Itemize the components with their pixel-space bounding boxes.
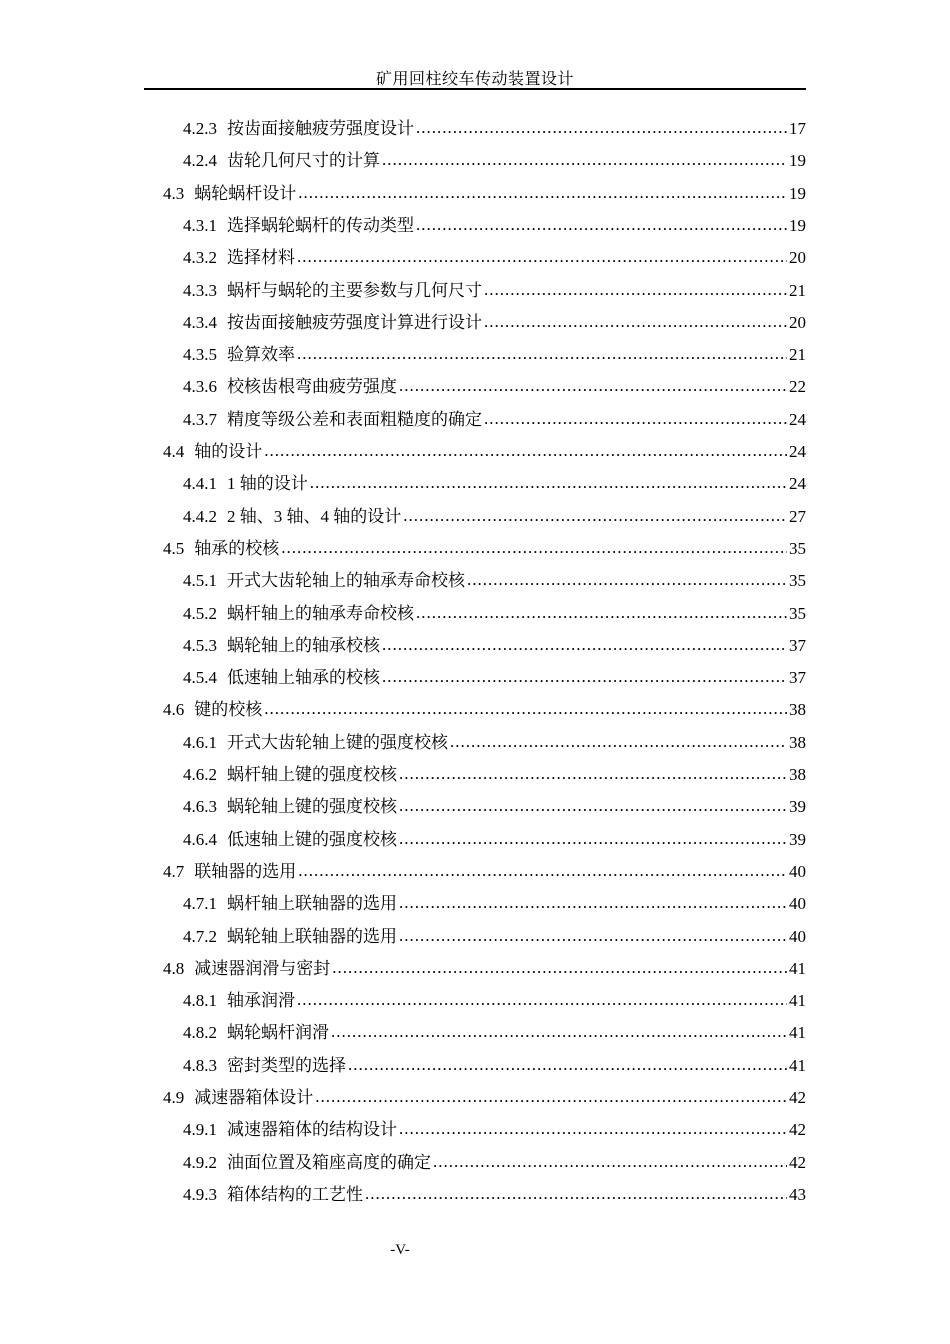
toc-dot-leader [348, 1055, 787, 1075]
toc-entry-number: 4.6 [163, 700, 185, 720]
toc-dot-leader [416, 215, 787, 235]
toc-dot-leader [433, 1152, 787, 1172]
toc-entry-number: 4.5.1 [183, 571, 217, 591]
toc-entry-number: 4.4 [163, 442, 185, 461]
toc-entry-number: 4.3.7 [183, 409, 217, 429]
toc-entry-label: 轴的设计 [194, 442, 263, 461]
toc-entry-page: 38 [789, 732, 806, 752]
toc-dot-leader [399, 829, 787, 849]
toc-entry-number: 4.3.6 [183, 377, 217, 397]
toc-entry-label: 2 轴、3 轴、4 轴的设计 [227, 506, 402, 526]
toc-dot-leader [382, 635, 787, 655]
toc-entry-page: 39 [789, 797, 806, 817]
toc-entry-number: 4.5.2 [183, 603, 217, 623]
toc-entry[interactable] [183, 792, 806, 824]
toc-entry[interactable] [163, 534, 806, 566]
toc-entry[interactable] [183, 372, 806, 404]
toc-entry-page: 40 [789, 894, 806, 914]
toc-entry-number: 4.9 [163, 1088, 185, 1107]
toc-entry-label: 低速轴上轴承的校核 [227, 668, 380, 688]
toc-entry[interactable] [183, 599, 806, 631]
toc-dot-leader [382, 150, 787, 170]
toc-entry-number: 4.3.5 [183, 345, 217, 365]
toc-entry[interactable] [183, 276, 806, 308]
toc-entry-label: 蜗杆轴上联轴器的选用 [227, 894, 397, 914]
toc-entry-number: 4.8.3 [183, 1055, 217, 1075]
toc-entry-label: 联轴器的选用 [194, 861, 297, 881]
toc-dot-leader [281, 538, 787, 558]
toc-entry-label: 蜗杆轴上的轴承寿命校核 [227, 603, 414, 623]
toc-entry-page: 20 [789, 312, 806, 332]
toc-dot-leader [399, 764, 787, 784]
toc-entry-label: 键的校核 [194, 700, 263, 720]
toc-dot-leader [450, 732, 787, 752]
toc-entry-page: 40 [789, 926, 806, 946]
toc-entry-page: 38 [789, 700, 806, 720]
toc-entry-label: 验算效率 [227, 345, 295, 365]
toc-entry-number: 4.6.3 [183, 797, 217, 817]
toc-entry[interactable] [183, 211, 806, 243]
toc-entry-label: 选择材料 [227, 248, 295, 268]
toc-entry[interactable] [183, 566, 806, 598]
toc-entry-label: 蜗轮轴上键的强度校核 [227, 797, 397, 817]
toc-entry-page: 24 [789, 409, 806, 429]
toc-entry-label: 校核齿根弯曲疲劳强度 [227, 377, 397, 397]
toc-entry-page: 38 [789, 765, 806, 784]
toc-dot-leader [297, 990, 787, 1010]
toc-entry-label: 开式大齿轮轴上的轴承寿命校核 [227, 571, 465, 591]
toc-entry-page: 19 [789, 151, 806, 171]
toc-entry-number: 4.7.1 [183, 894, 217, 914]
toc-entry-label: 轴承的校核 [194, 538, 280, 558]
toc-entry-number: 4.8 [163, 958, 185, 978]
toc-dot-leader [399, 1119, 787, 1139]
toc-entry-label: 开式大齿轮轴上键的强度校核 [227, 732, 448, 752]
toc-entry[interactable] [163, 954, 806, 986]
toc-dot-leader [403, 506, 787, 526]
toc-entry-number: 4.6.1 [183, 732, 217, 752]
toc-entry-label: 1 轴的设计 [227, 474, 308, 494]
toc-entry-number: 4.8.2 [183, 1023, 217, 1043]
toc-entry-page: 19 [789, 183, 806, 203]
toc-entry-number: 4.5 [163, 538, 185, 558]
toc-entry-page: 41 [789, 1055, 806, 1075]
toc-entry[interactable] [183, 728, 806, 760]
toc-entry-page: 27 [789, 506, 806, 526]
toc-dot-leader [416, 118, 787, 138]
toc-entry-label: 按齿面接触疲劳强度计算进行设计 [227, 312, 482, 332]
toc-entry-page: 21 [789, 345, 806, 365]
toc-entry-number: 4.6.4 [183, 829, 217, 849]
toc-entry-page: 17 [789, 119, 806, 138]
toc-entry-label: 按齿面接触疲劳强度设计 [227, 119, 414, 138]
toc-dot-leader [399, 893, 787, 913]
toc-entry[interactable] [163, 1083, 806, 1115]
toc-entry-page: 42 [789, 1120, 806, 1140]
toc-entry[interactable] [183, 986, 806, 1018]
toc-entry-page: 35 [789, 571, 806, 591]
toc-entry-number: 4.4.1 [183, 474, 217, 494]
toc-entry[interactable] [183, 340, 806, 372]
toc-entry[interactable] [183, 1148, 806, 1180]
toc-dot-leader [297, 247, 787, 267]
toc-entry[interactable] [183, 663, 806, 695]
toc-entry-number: 4.3 [163, 183, 185, 203]
document-title: 矿用回柱绞车传动装置设计 [375, 71, 574, 88]
toc-entry[interactable] [183, 308, 806, 340]
toc-entry[interactable] [183, 405, 806, 437]
toc-dot-leader [416, 603, 787, 623]
toc-dot-leader [382, 667, 787, 687]
toc-entry-label: 箱体结构的工艺性 [227, 1184, 363, 1204]
toc-entry-number: 4.5.4 [183, 668, 217, 688]
page-number: -V- [390, 1242, 410, 1258]
toc-entry-page: 35 [789, 603, 806, 623]
toc-entry-label: 精度等级公差和表面粗糙度的确定 [227, 409, 482, 429]
toc-entry-page: 43 [789, 1184, 806, 1204]
toc-entry[interactable] [183, 243, 806, 275]
toc-entry-label: 蜗杆与蜗轮的主要参数与几何尺寸 [227, 280, 482, 300]
toc-entry[interactable] [183, 1180, 806, 1212]
toc-entry-label: 蜗轮轴上联轴器的选用 [227, 926, 397, 946]
toc-entry[interactable] [183, 1115, 806, 1147]
toc-entry-page: 41 [789, 1023, 806, 1043]
toc-entry-number: 4.3.4 [183, 312, 217, 332]
toc-entry-label: 蜗轮蜗杆设计 [194, 183, 297, 203]
toc-entry[interactable] [163, 857, 806, 889]
toc-entry[interactable] [183, 631, 806, 663]
header-divider [144, 88, 806, 90]
toc-dot-leader [467, 570, 787, 590]
toc-entry-page: 37 [789, 668, 806, 688]
toc-entry-number: 4.8.1 [183, 991, 217, 1011]
toc-entry-page: 41 [789, 958, 806, 978]
toc-entry[interactable] [183, 469, 806, 501]
toc-dot-leader [264, 699, 787, 719]
toc-dot-leader [484, 409, 787, 429]
toc-entry-label: 蜗轮蜗杆润滑 [227, 1023, 329, 1043]
toc-entry-page: 39 [789, 829, 806, 849]
toc-entry-label: 油面位置及箱座高度的确定 [227, 1152, 431, 1172]
toc-entry-number: 4.6.2 [183, 765, 217, 784]
toc-entry-page: 22 [789, 377, 806, 397]
toc-dot-leader [298, 861, 787, 881]
toc-entry[interactable] [183, 114, 806, 146]
toc-entry[interactable] [163, 695, 806, 727]
toc-entry-label: 低速轴上键的强度校核 [227, 829, 397, 849]
toc-entry-number: 4.5.3 [183, 635, 217, 655]
toc-entry-number: 4.3.2 [183, 248, 217, 268]
toc-entry-page: 42 [789, 1152, 806, 1172]
toc-entry-label: 齿轮几何尺寸的计算 [227, 151, 380, 171]
toc-entry-label: 减速器箱体设计 [194, 1088, 314, 1107]
toc-entry[interactable] [183, 502, 806, 534]
toc-entry[interactable] [183, 1018, 806, 1050]
toc-entry-page: 20 [789, 248, 806, 268]
toc-dot-leader [365, 1184, 787, 1204]
toc-entry-page: 24 [789, 442, 806, 461]
toc-entry[interactable] [183, 889, 806, 921]
toc-entry-label: 减速器润滑与密封 [194, 958, 331, 978]
toc-entry[interactable] [163, 179, 806, 211]
toc-dot-leader [297, 344, 787, 364]
toc-entry-page: 24 [789, 474, 806, 494]
toc-entry-page: 35 [789, 538, 806, 558]
toc-entry-label: 密封类型的选择 [227, 1055, 346, 1075]
toc-entry-label: 选择蜗轮蜗杆的传动类型 [227, 215, 414, 235]
toc-entry[interactable] [183, 760, 806, 792]
toc-dot-leader [332, 958, 787, 978]
toc-entry-label: 蜗轮轴上的轴承校核 [227, 635, 380, 655]
toc-entry[interactable] [183, 825, 806, 857]
toc-dot-leader [399, 376, 787, 396]
toc-dot-leader [310, 473, 787, 493]
toc-entry-page: 37 [789, 635, 806, 655]
toc-entry-label: 减速器箱体的结构设计 [227, 1120, 397, 1140]
toc-dot-leader [399, 796, 787, 816]
toc-dot-leader [484, 312, 787, 332]
toc-entry-page: 19 [789, 215, 806, 235]
toc-dot-leader [298, 183, 787, 203]
toc-entry-label: 轴承润滑 [227, 991, 295, 1011]
toc-entry-page: 41 [789, 991, 806, 1011]
toc-entry-number: 4.9.3 [183, 1184, 217, 1204]
toc-entry-number: 4.3.3 [183, 280, 217, 300]
toc-entry-number: 4.3.1 [183, 215, 217, 235]
toc-dot-leader [315, 1087, 787, 1107]
toc-entry-number: 4.9.1 [183, 1120, 217, 1140]
toc-dot-leader [331, 1022, 787, 1042]
toc-entry-number: 4.4.2 [183, 506, 217, 526]
toc-entry-number: 4.9.2 [183, 1152, 217, 1172]
toc-entry[interactable] [183, 922, 806, 954]
toc-entry-label: 蜗杆轴上键的强度校核 [227, 765, 397, 784]
toc-entry[interactable] [183, 146, 806, 178]
toc-entry-page: 40 [789, 861, 806, 881]
toc-dot-leader [264, 441, 787, 461]
toc-entry-number: 4.2.3 [183, 119, 217, 138]
toc-entry[interactable] [163, 437, 806, 469]
toc-entry-number: 4.2.4 [183, 151, 217, 171]
toc-entry-number: 4.7.2 [183, 926, 217, 946]
toc-dot-leader [399, 926, 787, 946]
toc-dot-leader [484, 280, 787, 300]
toc-entry[interactable] [183, 1051, 806, 1083]
toc-entry-number: 4.7 [163, 861, 185, 881]
toc-entry-page: 42 [789, 1088, 806, 1107]
toc-entry-page: 21 [789, 280, 806, 300]
